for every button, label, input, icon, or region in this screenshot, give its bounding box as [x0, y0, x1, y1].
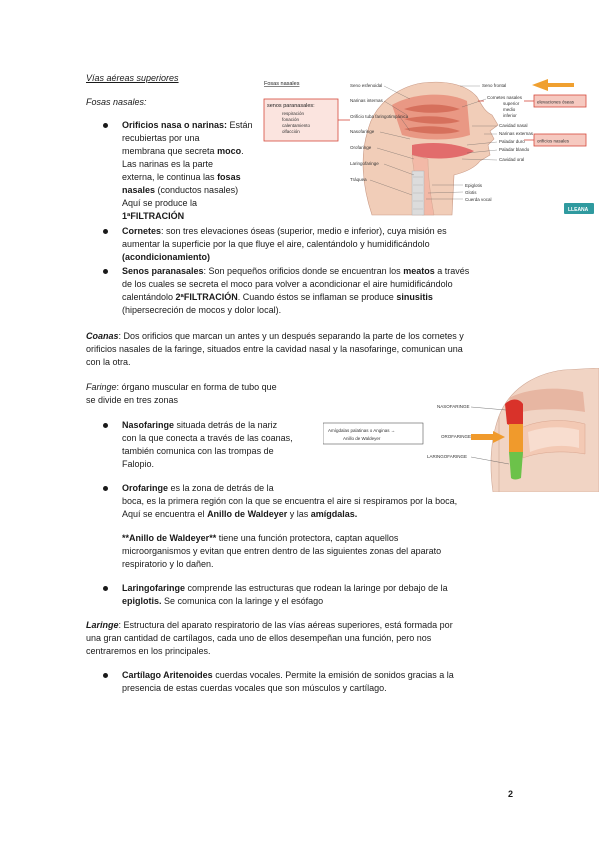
cornetes-l1-rest: : son tres elevaciones óseas (superior, medio e inferior), cuya misión es [161, 226, 447, 236]
label-cuerda-vocal: Cuerda vocal [465, 197, 492, 202]
aritenoides-line-1 [122, 669, 454, 681]
orofaringe-l3-pre: Aquí se encuentra el [122, 509, 208, 519]
figure1-title: Fosas nasales [264, 81, 300, 87]
cornetes-line-1 [122, 225, 447, 237]
orofaringe-region [509, 424, 523, 454]
laringe-l1: : Estructura del aparato respiratorio de las vías aéreas superiores, está formada por [118, 620, 453, 630]
label-traquea: Tráquea [350, 177, 367, 182]
nasofaringe-line-1 [122, 419, 277, 431]
logo-text: LLEANA [568, 207, 589, 213]
nasales-term: nasales [122, 185, 156, 195]
label-superior: superior [503, 101, 520, 106]
laringofaringe-term: Laringofaringe [122, 583, 186, 593]
amigdalas-term: amígdalas. [310, 509, 358, 519]
first-filtracion: 1ªFILTRACIÓN [122, 211, 185, 221]
faringe-line-1 [86, 381, 277, 393]
label-cornetes-nasales: Cornetes nasales [487, 95, 523, 100]
senos-line-1 [122, 265, 469, 277]
laringofaringe-line-2 [122, 595, 323, 607]
callout-orificios-text: orificios nasales [537, 138, 570, 144]
senos-l1-rest: : Son pequeños orificios donde se encuentran los [203, 266, 404, 276]
callout-elevaciones-text: elevaciones óseas [537, 99, 575, 105]
bullet-nasofaringe [103, 423, 108, 428]
laringe-line-1 [86, 619, 453, 631]
laringe-line-2: una gran cantidad de cartílagos, cada uno de ellos desempeñan una función, pero nos [86, 633, 432, 643]
orificios-line-6 [122, 184, 238, 196]
label-paladar-duro: Paladar duro [499, 139, 525, 144]
laringe-line-3: centraremos en los principales. [86, 646, 211, 656]
nasofaringe-line-4: Falopio. [122, 459, 155, 469]
coanas-line-3: con la otra. [86, 357, 131, 367]
senos-l3-mid: . Cuando éstos se inflaman se produce [237, 292, 397, 302]
orofaringe-line-2: boca, es la primera región con la que se encuentra el aire si respiramos por la boca, [122, 496, 458, 506]
label-nasofaringe-fig2: NASOFARINGE [437, 404, 470, 409]
epiglotis-term: epiglotis. [122, 596, 162, 606]
anillo-line-2: microorganismos y evitan que entren dentro de las siguientes zonas del aparato [122, 546, 442, 556]
acondicionamiento: (acondicionamiento) [122, 252, 211, 262]
senos-line-3 [122, 291, 433, 303]
label-medio: medio [503, 107, 516, 112]
aritenoides-line-2: presencia de estas cuerdas vocales que son músculos y cartílago. [122, 683, 387, 693]
label-inferior: inferior [503, 113, 517, 118]
amigdalas-box-line-1: Amígdalas palatinas o Anginas → [328, 428, 396, 433]
page-number: 2 [508, 789, 514, 799]
orificios-l1-rest: Están [227, 120, 253, 130]
orofaringe-l3-mid: y las [287, 509, 311, 519]
senos-term: Senos paranasales [122, 266, 204, 276]
orificios-l6-post: (conductos nasales) [155, 185, 239, 195]
label-orofaringe: Orofaringe [350, 145, 372, 150]
bullet-senos [103, 269, 108, 274]
senos-item-4: olfacción [282, 129, 300, 134]
senos-box-title: senos paranasales: [267, 103, 315, 109]
orificios-line-4: Las narinas es la parte [122, 159, 214, 169]
senos-item-3: calentamiento [282, 123, 311, 128]
bullet-orofaringe [103, 486, 108, 491]
anillo-waldeyer-term: Anillo de Waldeyer [207, 509, 288, 519]
anillo-line-1 [122, 532, 398, 544]
orificios-l3-post: . [241, 146, 244, 156]
faringe-l1: : órgano muscular en forma de tubo que [116, 382, 277, 392]
senos-line-2: de los cuales se secreta el moco para volver a acondicionar el aire humidificándolo [122, 279, 453, 289]
bullet-orificios [103, 123, 108, 128]
moco-term: moco [217, 146, 242, 156]
anillo-note-term: **Anillo de Waldeyer** [122, 533, 217, 543]
meatos-term: meatos [403, 266, 435, 276]
label-seno-frontal: Seno frontal [482, 83, 507, 88]
laringe-term: Laringe [86, 620, 119, 630]
label-narinas-externas: Narinas externas [499, 131, 534, 136]
label-laringofaringe: Laringofaringe [350, 161, 379, 166]
laringofaringe-line-1 [122, 582, 448, 594]
amigdalas-box-line-2: Anillo de Waldeyer [343, 436, 381, 441]
orificios-line-5 [122, 171, 241, 183]
anillo-line-3: respiratorio y lo dañen. [122, 559, 214, 569]
orofaringe-line-3 [122, 508, 357, 520]
label-glotis: Glotis [465, 190, 477, 195]
nasofaringe-line-2: con la que conecta a través de las coanas, [122, 433, 293, 443]
label-paladar-blando: Paladar blando [499, 147, 530, 152]
senos-line-4: (hipersecreción de mocos y dolor local). [122, 305, 282, 315]
coanas-line-1 [86, 330, 464, 342]
nasofaringe-term: Nasofaringe [122, 420, 175, 430]
label-cavidad-oral: Cavidad oral [499, 157, 525, 162]
cornetes-line-2: aumentar la superficie por la que fluye el aire, calentándolo y humidificándolo [122, 239, 430, 249]
second-filtracion: 2ªFILTRACIÓN [175, 292, 238, 302]
faringe-line-2: se divide en tres zonas [86, 395, 179, 405]
subsection-fosas-title [86, 96, 147, 108]
label-orificio-tuba: Orificio tuba faringotimpánica [350, 114, 409, 119]
nasofaringe-region [505, 400, 523, 426]
senos-item-2: fonación [282, 117, 300, 122]
laringofaringe-l2-rest: Se comunica con la laringe y el esófago [161, 596, 324, 606]
coanas-l1: : Dos orificios que marcan un antes y un después separando la parte de los cornetes y [118, 331, 464, 341]
label-cavidad-nasal: Cavidad nasal [499, 123, 528, 128]
senos-item-1: respiración [282, 111, 305, 116]
arrow-top-right [532, 79, 574, 91]
orificios-line-7: Aquí se produce la [122, 198, 198, 208]
orofaringe-line-1 [122, 482, 274, 494]
label-nasofaringe: Nasofaringe [350, 129, 375, 134]
bullet-cornetes [103, 229, 108, 234]
orificios-line-3 [122, 145, 244, 157]
bullet-laringofaringe [103, 586, 108, 591]
orofaringe-l1-rest: es la zona de detrás de la [168, 483, 274, 493]
label-narinas-internas: Narinas internas [350, 98, 383, 103]
coanas-term: Coanas [86, 331, 119, 341]
anillo-l1-rest: tiene una función protectora, captan aquellos [216, 533, 399, 543]
aritenoides-l1-rest: cuerdas vocales. Permite la emisión de sonidos gracias a la [212, 670, 454, 680]
aritenoides-term: Cartílago Aritenoides [122, 670, 213, 680]
laringofaringe-region [509, 452, 523, 480]
faringe-term: Faringe [86, 382, 117, 392]
section-heading: Vías aéreas superiores [86, 73, 179, 83]
fosas-colon: : [144, 97, 147, 107]
fosas-title: Fosas nasales [86, 97, 145, 107]
label-seno-esfenoidal: Seno esfenoidal [350, 83, 383, 88]
nasal-anatomy-figure [262, 75, 599, 220]
label-epiglotis: Epiglotis [465, 183, 483, 188]
orificios-line-1 [122, 119, 253, 131]
nasal-anatomy-illustration [262, 75, 599, 220]
pharynx-figure [323, 368, 599, 492]
orificios-term: Orificios nasa o narinas: [122, 120, 228, 130]
orificios-line-2: recubiertas por una [122, 133, 200, 143]
label-orofaringe-fig2: OROFARINGE [441, 434, 472, 439]
senos-l3-pre: calentándolo [122, 292, 176, 302]
orificios-l3-pre: membrana que secreta [122, 146, 218, 156]
cornetes-term: Cornetes [122, 226, 162, 236]
fosas-term: fosas [217, 172, 241, 182]
sinusitis-term: sinusitis [396, 292, 433, 302]
senos-l1-end: a través [434, 266, 470, 276]
coanas-line-2: orificios nasales de la faringe, situados entre la cavidad nasal y la nasofaringe, comunican una [86, 344, 463, 354]
laringofaringe-l1-rest: comprende las estructuras que rodean la laringe por debajo de la [185, 583, 448, 593]
orofaringe-term: Orofaringe [122, 483, 169, 493]
nasofaringe-l1-rest: situada detrás de la nariz [174, 420, 278, 430]
pharynx-illustration [323, 368, 599, 492]
nasofaringe-line-3: también comunica con las trompas de [122, 446, 274, 456]
bullet-aritenoides [103, 673, 108, 678]
orificios-l5-pre: externa, le continua las [122, 172, 218, 182]
label-laringofaringe-fig2: LARINGOFARINGE [427, 454, 468, 459]
